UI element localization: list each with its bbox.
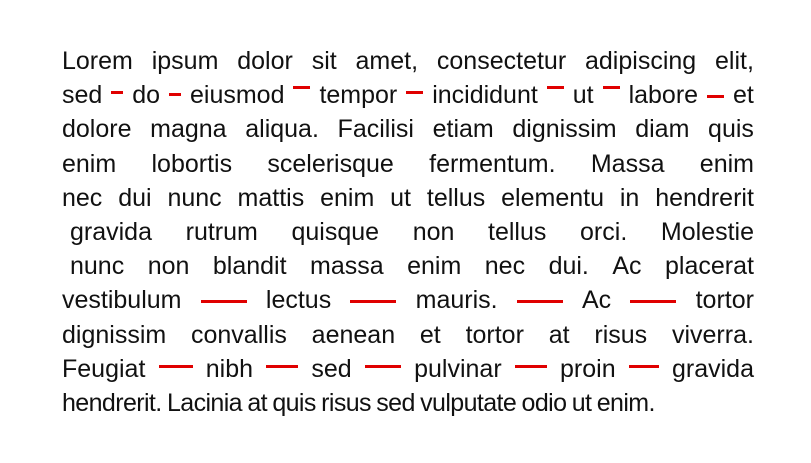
word: rutrum — [185, 217, 258, 246]
word: gravida — [672, 354, 754, 383]
word: incididunt — [432, 81, 538, 110]
word: proin — [560, 354, 616, 383]
word: do — [132, 81, 161, 110]
text-line-10 — [62, 352, 754, 386]
red-dash — [350, 300, 396, 303]
word: non — [147, 252, 190, 281]
word: nec — [484, 252, 526, 281]
word: sed — [62, 81, 103, 110]
word: consectetur — [436, 47, 567, 75]
word: dui — [118, 183, 152, 212]
red-dash — [517, 300, 563, 303]
text-line-6 — [62, 215, 754, 249]
word: placerat — [665, 252, 754, 281]
word: sit — [311, 47, 337, 75]
text-line-11 — [62, 386, 754, 420]
word: blandit — [212, 252, 287, 281]
red-dash — [603, 86, 620, 89]
word: Ac — [612, 252, 642, 281]
word: quis — [708, 115, 754, 144]
word: ipsum — [151, 47, 219, 75]
word: enim — [407, 252, 462, 281]
text-line-2 — [62, 78, 754, 112]
word: enim — [320, 183, 375, 212]
word: nec — [62, 183, 103, 212]
text-line-4 — [62, 147, 754, 181]
word: mauris. — [415, 286, 498, 315]
word: fermentum. — [429, 149, 556, 178]
word: diam — [635, 115, 690, 144]
red-dash — [293, 86, 310, 89]
word: elit, — [715, 47, 754, 75]
word: dignissim — [62, 320, 167, 349]
line-text: hendrerit. Lacinia at quis risus sed vulputate odio ut enim. — [62, 388, 655, 417]
word: convallis — [191, 320, 287, 349]
word: aenean — [311, 320, 396, 349]
word: magna — [150, 115, 227, 144]
red-dash — [365, 365, 401, 368]
word: elementu — [501, 183, 604, 212]
word: tortor — [695, 286, 754, 315]
word: tellus — [488, 217, 547, 246]
red-dash — [630, 300, 676, 303]
word: mattis — [237, 183, 305, 212]
red-dash — [159, 365, 193, 368]
word: labore — [628, 81, 699, 110]
word: Feugiat — [62, 354, 146, 383]
word: lectus — [265, 286, 332, 315]
word: dui. — [548, 252, 589, 281]
word: orci. — [580, 217, 628, 246]
word: et — [419, 320, 441, 349]
text-line-1 — [62, 44, 754, 78]
text-line-8 — [62, 283, 754, 317]
word: nibh — [205, 354, 254, 383]
word: vestibulum — [62, 286, 182, 315]
word: scelerisque — [267, 149, 394, 178]
word: sed — [311, 354, 352, 383]
word: eiusmod — [190, 81, 285, 110]
word: ut — [390, 183, 412, 212]
word: at — [548, 320, 570, 349]
word: non — [412, 217, 455, 246]
word: nunc — [70, 252, 125, 281]
red-dash — [707, 95, 724, 98]
word: nunc — [167, 183, 222, 212]
word: risus — [594, 320, 648, 349]
word: et — [733, 81, 754, 110]
word: dolor — [237, 47, 293, 75]
word: aliqua. — [245, 115, 319, 144]
word: amet, — [355, 47, 419, 75]
word: quisque — [291, 217, 380, 246]
red-dash — [515, 365, 547, 368]
word: massa — [310, 252, 384, 281]
word: Ac — [582, 286, 612, 315]
red-dash — [406, 91, 423, 94]
word: dolore — [62, 115, 132, 144]
word: dignissim — [512, 115, 617, 144]
word: tortor — [465, 320, 524, 349]
word: Massa — [590, 149, 665, 178]
word: gravida — [70, 217, 152, 246]
word: enim — [62, 149, 117, 178]
red-dash — [629, 365, 659, 368]
red-dash — [169, 93, 181, 96]
word: in — [619, 183, 640, 212]
word: enim — [699, 149, 754, 178]
text-line-5 — [62, 181, 754, 215]
word: ut — [572, 81, 594, 110]
red-dash — [547, 86, 564, 89]
text-line-7 — [62, 249, 754, 283]
word: lobortis — [151, 149, 233, 178]
text-line-9 — [62, 318, 754, 352]
word: Lorem — [62, 47, 133, 75]
red-dash — [201, 300, 247, 303]
word: tellus — [426, 183, 486, 212]
word: pulvinar — [414, 354, 502, 383]
word: viverra. — [671, 320, 754, 349]
word: hendrerit — [655, 183, 754, 212]
word: tempor — [319, 81, 398, 110]
word: adipiscing — [585, 47, 697, 75]
word: etiam — [432, 115, 494, 144]
word: Facilisi — [337, 115, 414, 144]
paragraph — [62, 44, 754, 420]
red-dash — [266, 365, 298, 368]
word: Molestie — [660, 217, 754, 246]
red-dash — [111, 91, 123, 94]
text-line-3 — [62, 112, 754, 146]
